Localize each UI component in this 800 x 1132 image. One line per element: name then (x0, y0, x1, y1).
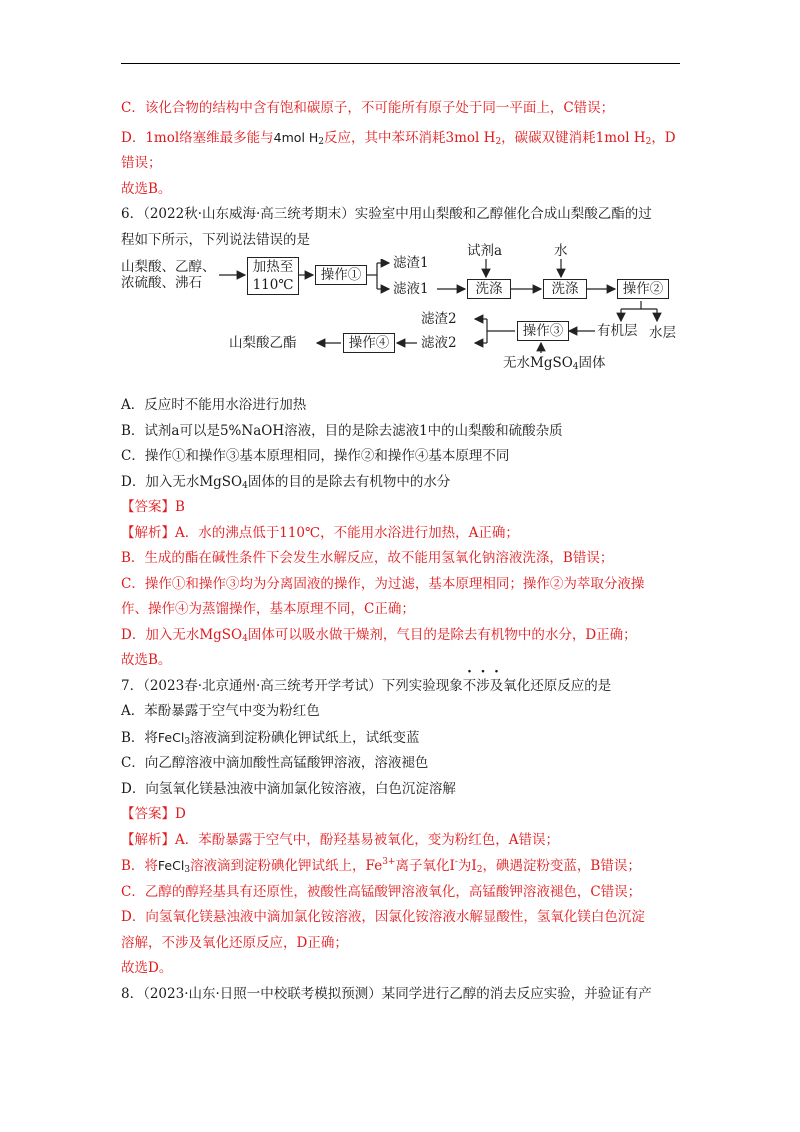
op4-box: 操作④ (343, 333, 395, 353)
product-label: 山梨酸乙酯 (229, 335, 297, 351)
heat-box: 加热至 110℃ (247, 257, 299, 295)
prev-solution-conclusion: 故选B。 (121, 180, 172, 197)
prev-solution-d-line2: 错误； (121, 155, 162, 171)
organic-layer-label: 有机层 (597, 323, 638, 339)
q7-option-c: C．向乙醇溶液中滴加酸性高锰酸钾溶液，溶液褪色 (121, 755, 429, 771)
water-layer-label: 水层 (649, 325, 676, 341)
emphasis-char: 及 (489, 677, 504, 694)
q7-option-d: D．向氢氧化镁悬浊液中滴加氯化铵溶液，白色沉淀溶解 (121, 780, 456, 797)
q6-option-b: B．试剂a可以是5%NaOH溶液，目的是除去滤液1中的山梨酸和硫酸杂质 (121, 422, 563, 439)
q7-stem: 7．（2023春·北京通州·高三统考开学考试）下列实验现象不涉及氧化还原反应的是 (121, 674, 681, 700)
emphasis-char: 涉 (476, 677, 490, 694)
residue1-label: 滤渣1 (393, 255, 429, 271)
q6-stem-line2: 程如下所示，下列说法错误的是 (121, 231, 310, 248)
q6-analysis-d: D．加入无水MgSO$_4$固体可以吸水做干燥剂，气目的是除去有机物中的水分，D正确； (121, 626, 637, 644)
q6-analysis-c2: 作、操作④为蒸馏操作，基本原理不同，C正确； (121, 601, 415, 617)
q7-option-b: B．将FeCl$_3$溶液滴到淀粉碘化钾试纸上，试纸变蓝 (121, 729, 420, 747)
q6-stem-line1: 6．（2022秋·山东威海·高三统考期末）实验室中用山梨酸和乙醇催化合成山梨酸乙酯的过 (121, 206, 652, 222)
q7-analysis-b: B．将FeCl$_3$溶液滴到淀粉碘化钾试纸上，$Fe^{3+}$离子氧化I-为$I_2$，碘遇淀粉变蓝，B错误； (121, 857, 641, 875)
q7-analysis-d2: 溶解，不涉及氧化还原反应，D正确； (121, 934, 348, 951)
filtrate2-label: 滤液2 (421, 335, 457, 351)
prev-solution-c: C．该化合物的结构中含有饱和碳原子，不可能所有原子处于同一平面上，C错误； (121, 100, 615, 116)
q6-analysis-c1: C．操作①和操作③均为分离固液的操作，为过滤，基本原理相同；操作②为萃取分液操 (121, 575, 645, 592)
q6-answer: 【答案】B (121, 499, 185, 515)
drying-agent-label: 无水MgSO$_4$固体 (503, 355, 606, 372)
wash1-box: 洗涤 (467, 279, 511, 299)
q6-conclusion: 故选B。 (121, 652, 172, 668)
filtrate1-label: 滤液1 (393, 281, 429, 297)
q7-analysis-c: C．乙醇的醇羟基具有还原性，被酸性高锰酸钾溶液氧化，高锰酸钾溶液褪色，C错误； (121, 883, 642, 900)
op1-box: 操作① (315, 265, 367, 285)
prev-solution-d-line1: D．1mol络塞维最多能与4mol $H_2$反应，其中苯环消耗3mol $H_2$，碳碳双键消耗1mol $H_2$，D (121, 129, 676, 147)
q7-analysis-d1: D．向氢氧化镁悬浊液中滴加氯化铵溶液，因氯化铵溶液水解显酸性，氢氧化镁白色沉淀 (121, 909, 645, 925)
header-rule (121, 63, 680, 64)
wash2-box: 洗涤 (543, 279, 587, 299)
water-label: 水 (554, 243, 568, 259)
q7-emphasis (463, 678, 504, 694)
emphasis-char: 不 (462, 677, 477, 694)
page-content (121, 96, 681, 1007)
q6-analysis-a: 【解析】A．水的沸点低于110℃，不能用水浴进行加热，A正确； (121, 524, 519, 541)
q6-option-a: A．反应时不能用水浴进行加热 (121, 397, 307, 413)
q7-conclusion: 故选D。 (121, 960, 173, 976)
q6-analysis-b: B．生成的酯在碱性条件下会发生水解反应，故不能用氢氧化钠溶液洗涤，B错误； (121, 550, 614, 566)
reactants-label: 山梨酸、乙醇、 浓硫酸、沸石 (121, 259, 216, 291)
q6-option-d: D．加入无水MgSO$_4$固体的目的是除去有机物中的水分 (121, 473, 451, 491)
op2-box: 操作② (617, 279, 669, 299)
q6-option-c: C．操作①和操作③基本原理相同，操作②和操作④基本原理不同 (121, 448, 510, 464)
q8-stem: 8．（2023·山东·日照一中校联考模拟预测）某同学进行乙醇的消去反应实验，并验证有产 (121, 985, 652, 1002)
q7-option-a: A．苯酚暴露于空气中变为粉红色 (121, 703, 320, 719)
op3-box: 操作③ (517, 321, 569, 341)
q7-analysis-a: 【解析】A．苯酚暴露于空气中，酚羟基易被氧化，变为粉红色，A错误； (121, 831, 559, 848)
reagent-a-label: 试剂a (467, 243, 503, 259)
residue2-label: 滤渣2 (421, 311, 457, 327)
q7-answer: 【答案】D (121, 806, 186, 822)
q6-flow-diagram (121, 243, 681, 389)
